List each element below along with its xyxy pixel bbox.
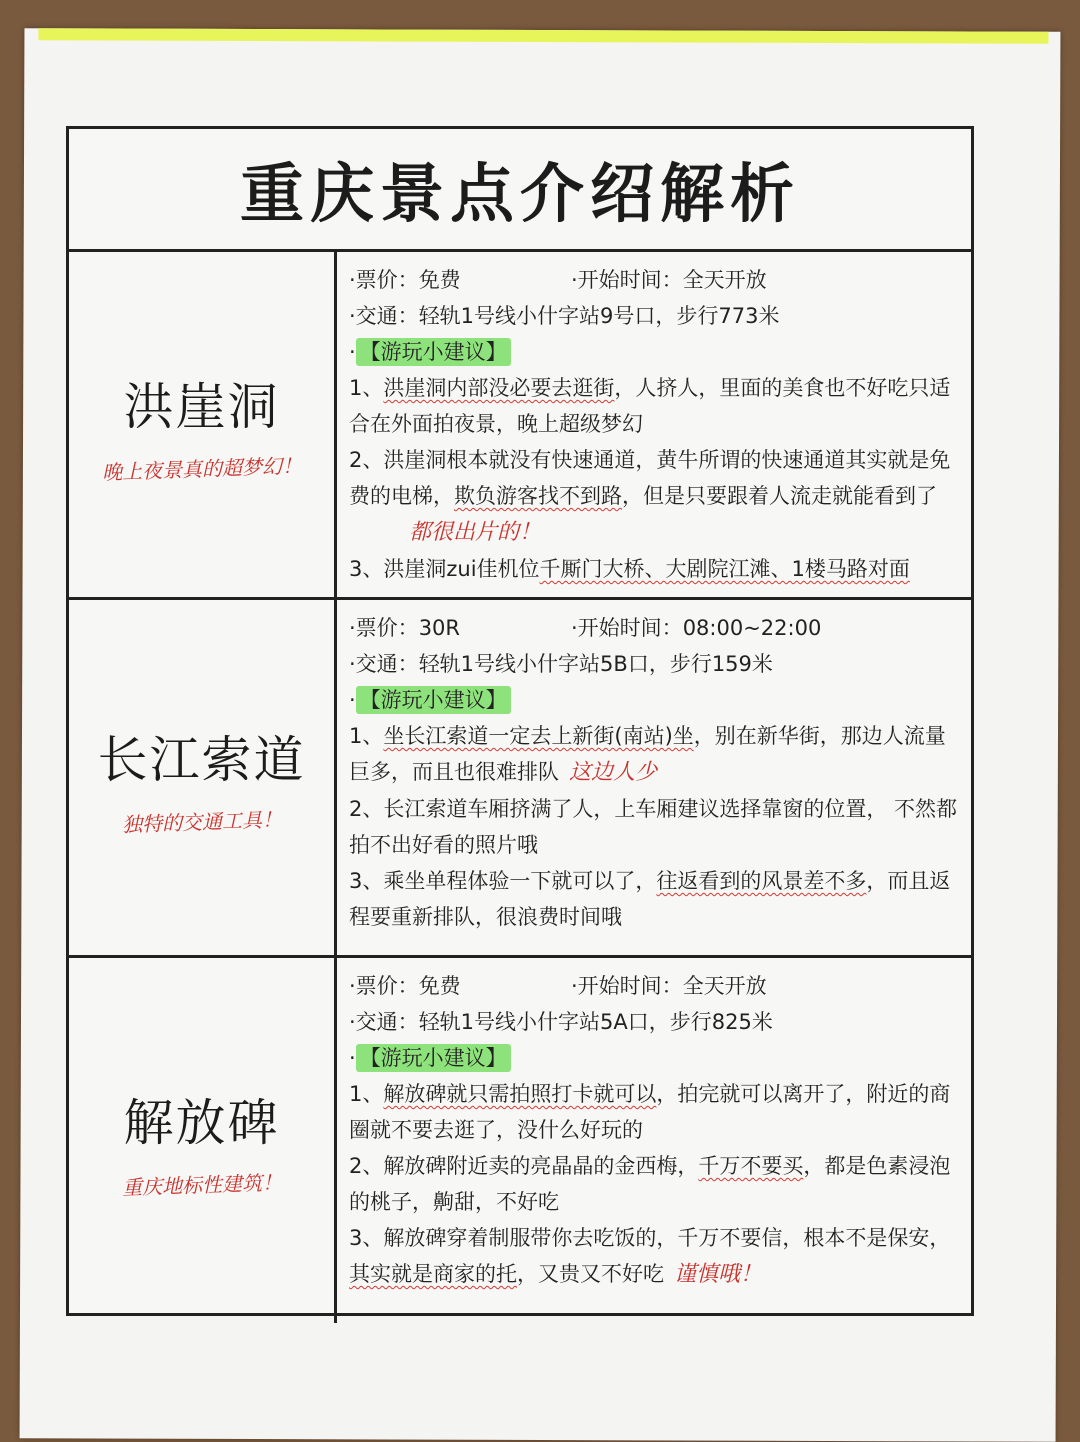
tip-text: ，拍完就可以离开了，附近的商圈就不要去逛了，没什么好玩的 xyxy=(349,1082,951,1142)
tip-highlight: 欺负游客找不到路 xyxy=(454,484,622,508)
tip-item xyxy=(349,1220,961,1293)
highlighter-strip xyxy=(38,28,1048,44)
time-value: 08:00~22:00 xyxy=(682,616,822,640)
price-label: ·票价： xyxy=(349,974,419,998)
tip-text: ，人挤人，里面的美食也不好吃只适合在外面拍夜景，晚上超级梦幻 xyxy=(349,376,951,436)
tip-text: 3、洪崖洞zui佳机位 xyxy=(349,557,540,581)
tip-item xyxy=(349,370,961,442)
handwritten-note: 都很出片的！ xyxy=(409,520,542,545)
tip-text: ，都是色素浸泡的桃子，齁甜，不好吃 xyxy=(349,1154,951,1214)
tip-text: 3、解放碑穿着制服带你去吃饭的，千万不要信，根本不是保安， xyxy=(349,1226,951,1250)
handwritten-note: 独特的交通工具！ xyxy=(121,807,282,837)
spot-name: 解放碑 xyxy=(123,1094,280,1152)
tip-text: 2、解放碑附近卖的亮晶晶的金西梅， xyxy=(349,1154,699,1178)
tips-heading xyxy=(349,1040,961,1076)
spot-row-jiefangbei xyxy=(69,958,971,1323)
tip-item xyxy=(349,791,961,863)
tip-highlight: 往返看到的风景差不多 xyxy=(656,869,867,893)
transport-line xyxy=(349,646,961,682)
spot-name: 洪崖洞 xyxy=(123,378,280,436)
tips-label: 【游玩小建议】 xyxy=(356,338,511,366)
price-label: ·票价： xyxy=(349,616,419,640)
spot-info-cell xyxy=(337,958,971,1323)
handwritten-note: 谨慎哦！ xyxy=(674,1262,763,1287)
tip-text: 3、乘坐单程体验一下就可以了， xyxy=(349,869,657,893)
tip-highlight: 千万不要买 xyxy=(698,1154,804,1178)
tip-text: 2、长江索道车厢挤满了人，上车厢建议选择靠窗的位置， 不然都拍不出好看的照片哦 xyxy=(349,797,958,857)
tip-bullet: · xyxy=(349,688,356,712)
tip-item xyxy=(349,551,961,587)
handwritten-note: 重庆地标性建筑！ xyxy=(121,1170,282,1200)
tip-item xyxy=(349,1076,961,1148)
price-value: 免费 xyxy=(418,268,461,292)
price-label: ·票价： xyxy=(349,268,419,292)
tips-heading xyxy=(349,334,961,370)
transport-line xyxy=(349,1004,961,1040)
tip-highlight: 解放碑就只需拍照打卡就可以 xyxy=(383,1082,657,1106)
transport-value: 轻轨1号线小什字站5A口，步行825米 xyxy=(418,1010,773,1034)
tip-text: 1、 xyxy=(349,724,384,748)
spot-row-hongyadong xyxy=(69,252,971,600)
tips-label: 【游玩小建议】 xyxy=(356,1044,511,1072)
tip-highlight: 坐长江索道一定去上新街(南站)坐 xyxy=(383,724,694,748)
tip-highlight: 其实就是商家的托 xyxy=(349,1262,517,1286)
time-label: ·开始时间： xyxy=(571,268,683,292)
spot-name-cell xyxy=(69,958,337,1323)
tips-label: 【游玩小建议】 xyxy=(356,686,511,714)
tips-heading xyxy=(349,682,961,718)
tip-text: 2、洪崖洞根本就没有快速通道，黄牛所谓的快速通道其实就是免费的电梯， xyxy=(349,448,951,508)
transport-label: ·交通： xyxy=(349,652,419,676)
price-value: 30R xyxy=(418,616,461,640)
spot-name-cell xyxy=(69,252,337,597)
meta-line xyxy=(349,968,961,1004)
tip-text: ，但是只要跟着人流走就能看到了 xyxy=(622,484,937,508)
tip-bullet: · xyxy=(349,1046,356,1070)
handwritten-note: 这边人少 xyxy=(569,760,658,785)
time-label: ·开始时间： xyxy=(571,974,683,998)
spot-info-cell xyxy=(337,600,971,955)
tip-text: ，别在新华街，那边人流量巨多，而且也很难排队 xyxy=(349,724,946,784)
tip-item xyxy=(349,442,961,551)
tip-item xyxy=(349,1148,961,1220)
attractions-table xyxy=(66,126,974,1316)
page-title: 重庆景点介绍解析 xyxy=(240,158,800,232)
tip-item xyxy=(349,863,961,935)
meta-line xyxy=(349,262,961,298)
spot-name: 长江索道 xyxy=(97,731,306,789)
transport-label: ·交通： xyxy=(349,1010,419,1034)
price-value: 免费 xyxy=(418,974,461,998)
time-value: 全天开放 xyxy=(682,974,767,998)
spot-row-yangtze-cableway xyxy=(69,600,971,958)
spot-info-cell xyxy=(337,252,971,597)
meta-line xyxy=(349,610,961,646)
tip-text: 1、 xyxy=(349,1082,384,1106)
title-row xyxy=(69,129,971,252)
handwritten-note: 晚上夜景真的超梦幻！ xyxy=(101,453,302,485)
transport-line xyxy=(349,298,961,334)
time-label: ·开始时间： xyxy=(571,616,683,640)
transport-value: 轻轨1号线小什字站5B口，步行159米 xyxy=(418,652,773,676)
tip-text: ，又贵又不好吃 xyxy=(517,1262,664,1286)
tip-text: 1、 xyxy=(349,376,384,400)
spot-name-cell xyxy=(69,600,337,955)
tip-highlight: 千厮门大桥、大剧院江滩、1楼马路对面 xyxy=(539,557,910,581)
transport-value: 轻轨1号线小什字站9号口，步行773米 xyxy=(418,304,780,328)
tip-highlight: 洪崖洞内部没必要去逛街 xyxy=(383,376,615,400)
tip-item xyxy=(349,718,961,791)
transport-label: ·交通： xyxy=(349,304,419,328)
tip-bullet: · xyxy=(349,340,356,364)
time-value: 全天开放 xyxy=(682,268,767,292)
tip-text: ，而且返程要重新排队，很浪费时间哦 xyxy=(349,869,951,929)
